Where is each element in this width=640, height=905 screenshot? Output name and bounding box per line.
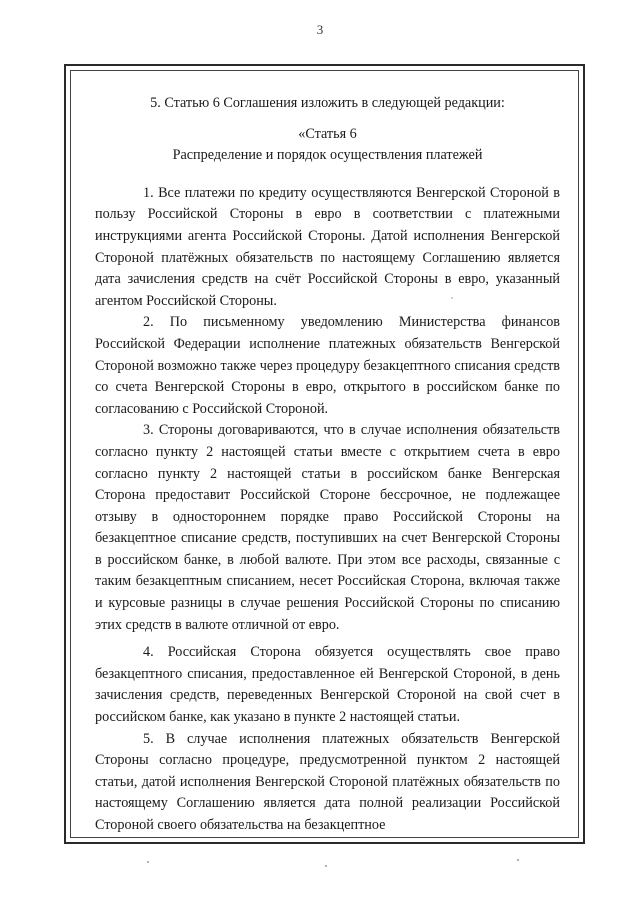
paragraph-4: 4. Российская Сторона обязуется осуществлять свое право безакцептного списания, предоставленное ей Венгерской Стороной, в день зачисления средств, переведенных Венгерской Стороной на свой счет в российском банке, как указано в пункте 2 настоящей статьи. — [95, 644, 560, 726]
paragraph-3: 3. Стороны договариваются, что в случае исполнения обязательств согласно пункту 2 настоящей статьи вместе с открытием счета в евро согласно пункту 2 настоящей статьи в российском банке Венгерская Сторона предоставит Российской Стороне бессрочное, не подлежащее отзыву в одностороннем порядке право Российской Стороны на безакцептное списание средств, поступивших на счет Венгерской Стороны в российском банке, в любой валюте. При этом все расходы, связанные с таким безакцептным списанием, несет Российская Сторона, включая также и курсовые разницы в случае решения Российской Стороны по списанию этих средств в валюте отличной от евро. — [95, 422, 560, 633]
article-title: «Статья 6 — [298, 125, 357, 142]
page-number: 3 — [316, 22, 324, 37]
article-heading — [95, 124, 560, 167]
amendment-intro: 5. Статью 6 Соглашения изложить в следующей редакции: — [150, 95, 505, 111]
paragraph-2: 2. По письменному уведомлению Министерства финансов Российской Федерации исполнение платежных обязательств Венгерской Стороной возможно также через процедуру безакцептного списания средств со счета Венгерской Стороны в евро, открытого в российском банке по согласованию с Российской Стороной. — [95, 314, 560, 417]
document-body — [95, 93, 560, 837]
article-subtitle: Распределение и порядок осуществления платежей — [172, 147, 483, 164]
paragraph-5: 5. В случае исполнения платежных обязательств Венгерской Стороны согласно процедуре, предусмотренной пунктом 2 настоящей статьи, датой исполнения Венгерской Стороной платёжных обязательств по настоящему Соглашению является дата полной реализации Российской Стороной своего обязательства на безакцептное — [95, 730, 560, 833]
paragraph-1: 1. Все платежи по кредиту осуществляются Венгерской Стороной в пользу Российской Стороны в евро в соответствии с платежными инструкциями агента Российской Стороны. Датой исполнения Венгерской Стороной платёжных обязательств по настоящему Соглашению является дата зачисления средств на счёт Российской Стороны в евро, указанный агентом Российской Стороны. — [95, 184, 560, 309]
